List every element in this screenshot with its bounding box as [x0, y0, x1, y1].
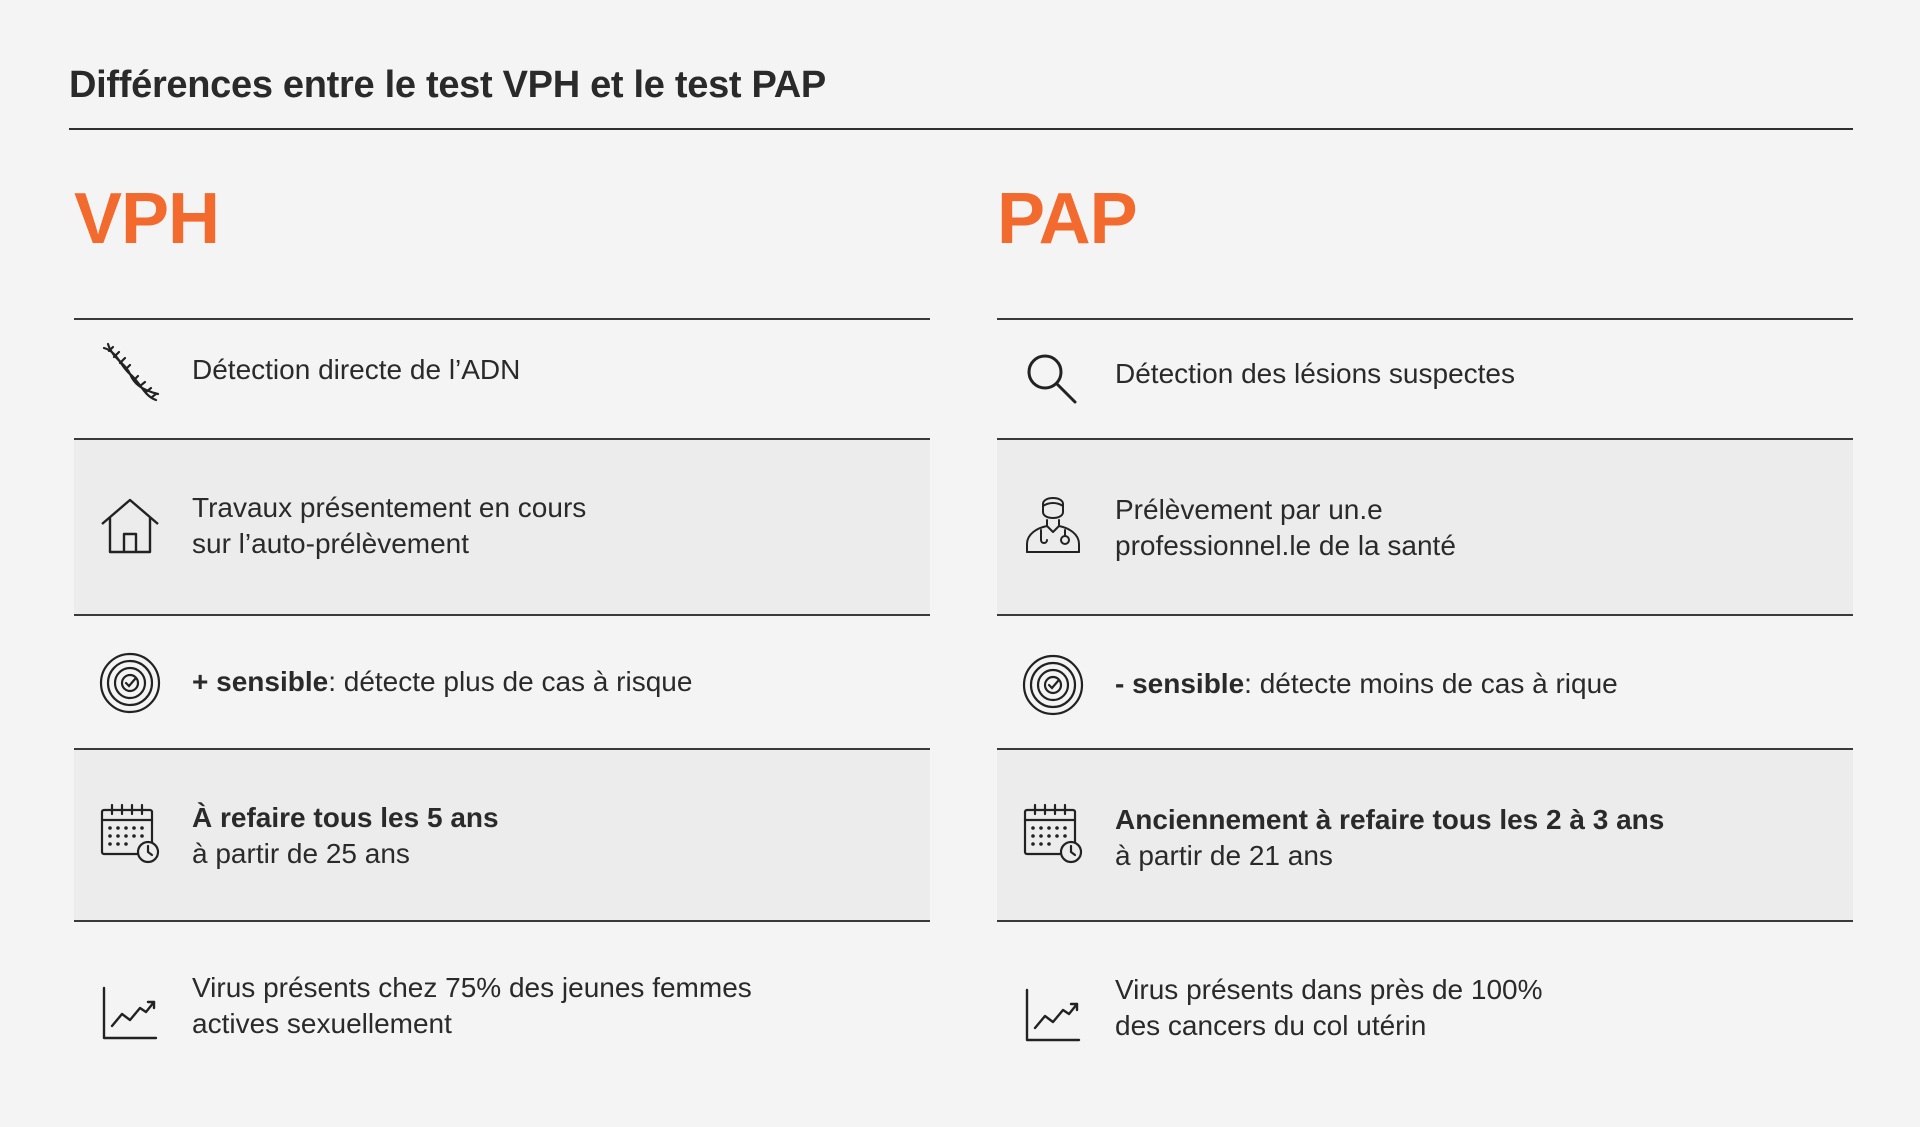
- row-pap-detection: [997, 318, 1853, 438]
- row-pap-professional: [997, 438, 1853, 614]
- row-line: : détecte plus de cas à risque: [328, 666, 693, 697]
- row-vph-detection: [74, 318, 930, 438]
- trend-chart-icon: [1021, 984, 1085, 1048]
- row-line: Détection directe de l’ADN: [192, 354, 521, 385]
- row-text: [1115, 666, 1833, 702]
- row-text: [192, 970, 910, 1042]
- row-line: sur l’auto-prélèvement: [192, 528, 470, 559]
- trend-chart-icon: [98, 982, 162, 1046]
- row-line: actives sexuellement: [192, 1008, 452, 1039]
- row-line: Travaux présentement en cours: [192, 492, 587, 523]
- column-heading-pap: PAP: [997, 179, 1137, 259]
- row-pap-frequency: [997, 748, 1853, 920]
- row-line: des cancers du col utérin: [1115, 1010, 1427, 1041]
- row-line: Virus présents chez 75% des jeunes femmes: [192, 972, 752, 1003]
- dna-icon: [98, 342, 162, 406]
- row-bold-text: + sensible: [192, 666, 329, 697]
- row-text: [192, 800, 910, 872]
- row-pap-sensitivity: [997, 614, 1853, 748]
- column-pap: [997, 0, 1853, 1127]
- row-text: [192, 490, 910, 562]
- column-heading-vph: VPH: [74, 179, 220, 259]
- row-line: : détecte moins de cas à rique: [1244, 668, 1618, 699]
- row-text: [1115, 802, 1833, 874]
- row-text: [1115, 972, 1833, 1044]
- calendar-icon: [1021, 802, 1085, 866]
- row-line: Prélèvement par un.e: [1115, 494, 1383, 525]
- row-bold-text: À refaire tous les 5 ans: [192, 802, 499, 833]
- row-line: à partir de 21 ans: [1115, 840, 1333, 871]
- house-icon: [98, 494, 162, 558]
- row-line: Virus présents dans près de 100%: [1115, 974, 1543, 1005]
- row-vph-frequency: [74, 748, 930, 920]
- row-bold-text: Anciennement à refaire tous les 2 à 3 ans: [1115, 804, 1665, 835]
- page-title: Différences entre le test VPH et le test PAP: [69, 64, 826, 106]
- row-line: professionnel.le de la santé: [1115, 530, 1456, 561]
- calendar-icon: [98, 802, 162, 866]
- doctor-icon: [1021, 492, 1085, 556]
- row-line: Détection des lésions suspectes: [1115, 358, 1515, 389]
- row-vph-prevalence: [74, 920, 930, 1090]
- target-icon: [1021, 653, 1085, 717]
- row-text: [192, 352, 910, 388]
- magnifier-icon: [1021, 348, 1085, 412]
- target-icon: [98, 651, 162, 715]
- row-vph-sensitivity: [74, 614, 930, 748]
- row-text: [1115, 356, 1833, 392]
- column-vph: [74, 0, 930, 1127]
- row-pap-prevalence: [997, 920, 1853, 1090]
- row-text: [192, 664, 910, 700]
- row-text: [1115, 492, 1833, 564]
- row-line: à partir de 25 ans: [192, 838, 410, 869]
- row-bold-text: - sensible: [1115, 668, 1245, 699]
- row-vph-self-sampling: [74, 438, 930, 614]
